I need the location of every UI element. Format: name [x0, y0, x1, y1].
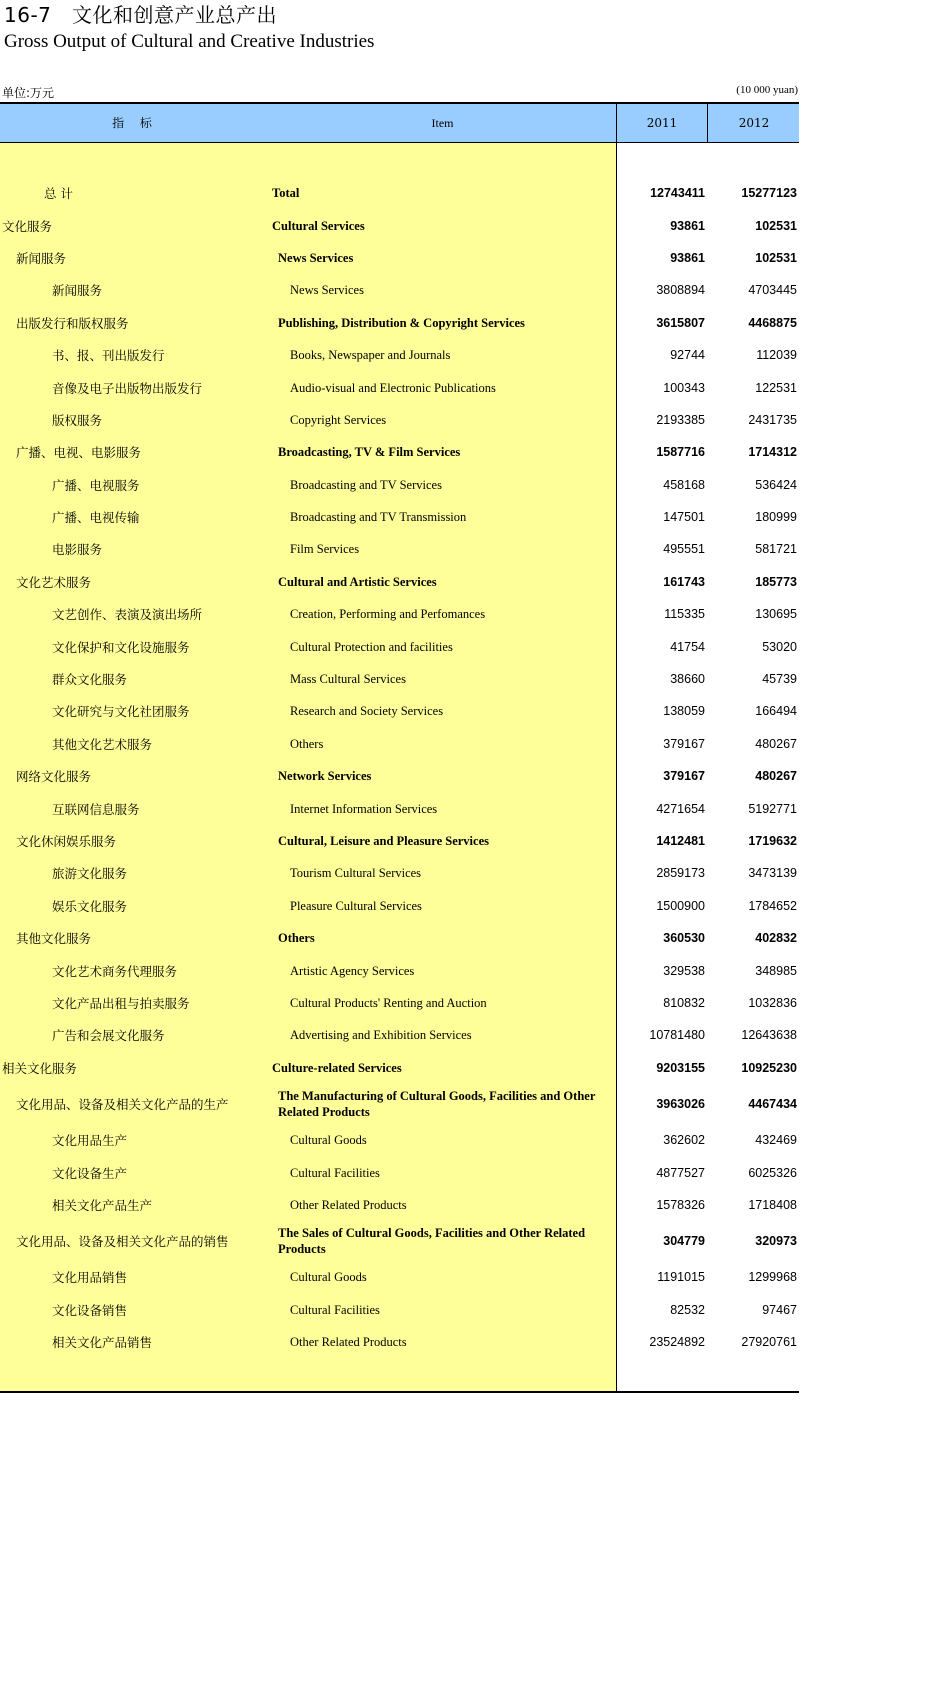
- row-label-en: Broadcasting and TV Services: [290, 477, 442, 492]
- row-label-cn: 文化艺术服务: [16, 574, 92, 590]
- value-2011: 1412481: [656, 834, 705, 848]
- value-2012: 130695: [755, 607, 797, 622]
- row-label-cn: 其他文化艺术服务: [52, 736, 153, 752]
- value-2011: 10781480: [649, 1028, 705, 1043]
- value-2011: 115335: [664, 607, 705, 622]
- value-2011: 138059: [663, 704, 705, 719]
- value-2012: 1032836: [748, 995, 797, 1010]
- value-2011: 3963026: [656, 1096, 705, 1111]
- row-label-cn: 群众文化服务: [52, 672, 128, 688]
- row-label-cn: 书、报、刊出版发行: [52, 348, 165, 364]
- row-label-en: Cultural and Artistic Services: [278, 574, 437, 589]
- table-row: [0, 760, 799, 792]
- table-row: [0, 469, 799, 501]
- value-2012: 10925230: [741, 1060, 797, 1075]
- table-row: [0, 1052, 799, 1084]
- value-2011: 379167: [663, 769, 705, 784]
- row-label-en: Cultural Facilities: [290, 1165, 380, 1180]
- table-row: [0, 371, 799, 403]
- row-label-cn: 互联网信息服务: [52, 801, 140, 817]
- value-2011: 495551: [663, 542, 705, 557]
- row-label-cn: 其他文化服务: [16, 931, 92, 947]
- table-row: [0, 274, 799, 306]
- table-row: [0, 1221, 799, 1261]
- table-row: [0, 1189, 799, 1221]
- data-table: [0, 102, 799, 1393]
- row-label-cn: 文化休闲娱乐服务: [16, 834, 117, 849]
- table-row: [0, 1156, 799, 1188]
- row-label-en: Other Related Products: [290, 1197, 407, 1212]
- value-2011: 2193385: [656, 412, 705, 427]
- value-2011: 23524892: [649, 1335, 705, 1350]
- value-2011: 161743: [663, 574, 705, 589]
- table-header: [0, 104, 799, 143]
- row-label-en: Cultural Services: [272, 218, 365, 233]
- value-2012: 6025326: [748, 1165, 797, 1180]
- value-2012: 1784652: [748, 898, 797, 913]
- table-row: [0, 177, 799, 209]
- value-2011: 82532: [670, 1302, 705, 1317]
- row-label-en: Publishing, Distribution & Copyright Services: [278, 315, 525, 330]
- row-label-en: The Manufacturing of Cultural Goods, Facilities and Other Related Products: [278, 1088, 596, 1119]
- unit-label-cn: 单位:万元: [2, 86, 55, 100]
- value-2011: 9203155: [656, 1060, 705, 1075]
- value-2011: 362602: [663, 1133, 705, 1148]
- value-2012: 5192771: [748, 801, 797, 816]
- row-label-en: Cultural Goods: [290, 1133, 367, 1148]
- row-label-cn: 文化艺术商务代理服务: [52, 963, 178, 979]
- value-2012: 12643638: [741, 1028, 797, 1043]
- value-2012: 1299968: [748, 1270, 797, 1285]
- row-label-cn: 相关文化服务: [2, 1060, 78, 1076]
- row-label-en: Other Related Products: [290, 1335, 407, 1350]
- value-2011: 4877527: [656, 1165, 705, 1180]
- table-row: [0, 630, 799, 662]
- row-label-cn: 电影服务: [52, 542, 103, 558]
- row-label-en: Cultural Products' Renting and Auction: [290, 995, 487, 1010]
- table-body: [0, 143, 799, 1358]
- value-2011: 458168: [663, 477, 705, 492]
- row-label-en: Mass Cultural Services: [290, 672, 406, 687]
- value-2011: 38660: [670, 672, 705, 687]
- table-row: [0, 987, 799, 1019]
- table-row: [0, 857, 799, 889]
- table-row: [0, 1294, 799, 1326]
- value-2012: 3473139: [748, 866, 797, 881]
- row-label-cn: 广播、电视、电影服务: [16, 445, 142, 461]
- table-row: [0, 436, 799, 468]
- value-2011: 810832: [663, 995, 705, 1010]
- value-2012: 320973: [755, 1234, 797, 1249]
- row-label-en: Internet Information Services: [290, 801, 438, 816]
- row-label-cn: 文化用品销售: [52, 1270, 128, 1286]
- table-row: [0, 404, 799, 436]
- table-row: [0, 825, 799, 857]
- table-row: [0, 598, 799, 630]
- value-2012: 4467434: [748, 1096, 797, 1111]
- row-label-en: Books, Newspaper and Journals: [290, 348, 451, 363]
- value-2011: 360530: [663, 931, 705, 946]
- value-2011: 1191015: [657, 1270, 705, 1285]
- value-2011: 12743411: [650, 186, 705, 201]
- value-2012: 102531: [755, 218, 797, 233]
- row-label-en: Tourism Cultural Services: [290, 866, 422, 881]
- row-label-cn: 总 计: [44, 186, 73, 202]
- table-title-cn: [4, 2, 277, 28]
- row-label-cn: 音像及电子出版物出版发行: [52, 380, 203, 396]
- row-label-en: Cultural Protection and facilities: [290, 639, 453, 654]
- value-2012: 432469: [755, 1133, 797, 1148]
- table-row: [0, 922, 799, 954]
- table-row: [0, 242, 799, 274]
- table-row: [0, 209, 799, 241]
- row-label-en: Total: [272, 186, 300, 201]
- value-2011: 4271654: [656, 801, 705, 816]
- value-2012: 4703445: [748, 283, 797, 298]
- row-label-en: Pleasure Cultural Services: [290, 898, 422, 913]
- row-label-cn: 广播、电视传输: [52, 510, 140, 526]
- header-item-en: Item: [431, 116, 454, 130]
- value-2012: 53020: [762, 639, 797, 654]
- value-2011: 147501: [663, 510, 705, 525]
- value-2012: 112039: [756, 348, 797, 363]
- table-title-en: Gross Output of Cultural and Creative Industries: [4, 31, 375, 52]
- row-label-cn: 娱乐文化服务: [52, 898, 128, 914]
- value-2012: 45739: [762, 672, 797, 687]
- table-row: [0, 501, 799, 533]
- value-2012: 348985: [755, 963, 797, 978]
- value-2012: 166494: [755, 704, 797, 719]
- value-2012: 1718408: [748, 1197, 797, 1212]
- value-2012: 122531: [755, 380, 797, 395]
- row-label-cn: 文化服务: [2, 218, 53, 234]
- row-label-cn: 新闻服务: [16, 250, 67, 266]
- value-2012: 480267: [755, 736, 797, 751]
- value-2012: 2431735: [748, 412, 797, 427]
- value-2011: 304779: [663, 1234, 705, 1249]
- row-label-en: Culture-related Services: [272, 1060, 402, 1075]
- row-label-en: News Services: [290, 283, 364, 298]
- row-label-en: Network Services: [278, 769, 372, 784]
- row-label-en: Broadcasting, TV & Film Services: [278, 445, 461, 460]
- value-2011: 2859173: [656, 866, 705, 881]
- value-2012: 27920761: [741, 1335, 797, 1350]
- value-2011: 1500900: [656, 898, 705, 913]
- table-row: [0, 1326, 799, 1358]
- table-row: [0, 954, 799, 986]
- value-2011: 1578326: [656, 1197, 705, 1212]
- table-row: [0, 890, 799, 922]
- value-2012: 102531: [755, 250, 797, 265]
- value-2012: 480267: [755, 769, 797, 784]
- row-label-cn: 文化研究与文化社团服务: [52, 704, 190, 720]
- value-2012: 180999: [755, 510, 797, 525]
- row-label-cn: 网络文化服务: [16, 769, 92, 785]
- row-label-cn: 文化用品生产: [52, 1133, 128, 1149]
- row-label-cn: 相关文化产品销售: [52, 1335, 153, 1351]
- value-2012: 536424: [755, 477, 797, 492]
- row-label-cn: 出版发行和版权服务: [16, 315, 129, 331]
- unit-label-en: (10 000 yuan): [736, 84, 798, 96]
- row-label-en: Broadcasting and TV Transmission: [290, 510, 467, 525]
- row-label-cn: 新闻服务: [52, 283, 103, 299]
- table-row: [0, 1124, 799, 1156]
- value-2011: 1587716: [656, 445, 705, 460]
- row-label-cn: 文化设备生产: [52, 1165, 128, 1181]
- value-2011: 92744: [670, 348, 705, 363]
- table-row: [0, 339, 799, 371]
- row-label-en: Artistic Agency Services: [290, 963, 415, 978]
- table-row: [0, 663, 799, 695]
- value-2012: 4468875: [748, 315, 797, 330]
- row-label-cn: 版权服务: [52, 412, 103, 428]
- row-label-en: Creation, Performing and Perfomances: [290, 607, 486, 622]
- table-row: [0, 695, 799, 727]
- value-2011: 3808894: [656, 283, 705, 298]
- row-label-en: Advertising and Exhibition Services: [290, 1028, 472, 1043]
- row-label-cn: 文化保护和文化设施服务: [52, 639, 190, 655]
- row-label-en: Cultural, Leisure and Pleasure Services: [278, 834, 489, 848]
- row-label-cn: 文化产品出租与拍卖服务: [52, 995, 190, 1011]
- row-label-en: Cultural Goods: [290, 1270, 367, 1285]
- row-label-en: Research and Society Services: [290, 704, 444, 719]
- row-label-en: Film Services: [290, 542, 360, 557]
- value-2011: 3615807: [656, 315, 705, 330]
- table-title-chinese: 文化和创意产业总产出: [71, 3, 277, 27]
- header-item-cn: 指 标: [112, 116, 158, 130]
- value-2012: 1714312: [748, 445, 797, 460]
- value-2012: 15277123: [741, 186, 797, 201]
- table-number: 16-7: [4, 3, 52, 27]
- table-row: [0, 792, 799, 824]
- table-row: [0, 307, 799, 339]
- row-label-cn: 广播、电视服务: [52, 477, 140, 493]
- value-2011: 93861: [670, 218, 705, 233]
- value-2012: 97467: [762, 1302, 797, 1317]
- value-2012: 581721: [755, 542, 797, 557]
- value-2011: 100343: [663, 380, 705, 395]
- row-label-en: Audio-visual and Electronic Publications: [290, 380, 496, 395]
- row-label-cn: 文化用品、设备及相关文化产品的销售: [16, 1234, 229, 1250]
- header-year-2012: 2012: [707, 104, 800, 142]
- row-label-cn: 广告和会展文化服务: [52, 1028, 165, 1044]
- row-label-cn: 文艺创作、表演及演出场所: [52, 607, 203, 623]
- row-label-cn: 文化设备销售: [52, 1302, 128, 1318]
- table-row: [0, 1084, 799, 1124]
- value-2012: 1719632: [748, 834, 797, 848]
- row-label-cn: 相关文化产品生产: [52, 1197, 153, 1213]
- row-label-cn: 文化用品、设备及相关文化产品的生产: [16, 1096, 229, 1112]
- row-label-en: Others: [290, 736, 324, 751]
- row-label-en: The Sales of Cultural Goods, Facilities and Other Related Products: [278, 1226, 586, 1257]
- value-2011: 329538: [663, 963, 705, 978]
- value-2012: 185773: [755, 574, 797, 589]
- row-label-en: Copyright Services: [290, 412, 387, 427]
- table-row: [0, 728, 799, 760]
- table-row: [0, 1261, 799, 1293]
- value-2011: 93861: [670, 250, 705, 265]
- row-label-en: Others: [278, 931, 315, 946]
- row-label-en: Cultural Facilities: [290, 1302, 380, 1317]
- row-label-en: News Services: [278, 250, 354, 265]
- table-row: [0, 1019, 799, 1051]
- table-row: [0, 566, 799, 598]
- table-row: [0, 533, 799, 565]
- value-2011: 379167: [663, 736, 705, 751]
- value-2011: 41754: [670, 639, 705, 654]
- row-label-cn: 旅游文化服务: [52, 866, 128, 882]
- value-2012: 402832: [755, 931, 797, 946]
- header-year-2011: 2011: [616, 104, 707, 142]
